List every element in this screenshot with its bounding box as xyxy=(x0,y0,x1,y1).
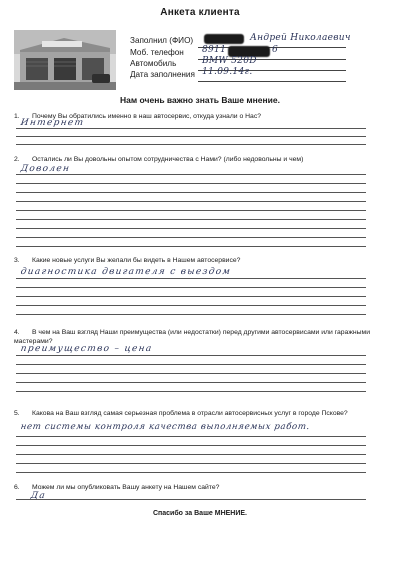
service-building-photo xyxy=(14,30,116,90)
date-field xyxy=(130,67,340,82)
car-value: BMW 520D xyxy=(202,56,257,66)
question-6 xyxy=(14,484,374,493)
question-3 xyxy=(14,257,374,266)
question-5 xyxy=(14,410,374,419)
answer-3: диагностика двигателя с выездом xyxy=(20,267,232,277)
form-title: Анкета клиента xyxy=(160,7,240,18)
date-value: 11.09.14г. xyxy=(202,67,253,77)
question-number: 2. xyxy=(14,156,20,163)
car-label: Автомобиль xyxy=(130,59,177,68)
date-label: Дата заполнения xyxy=(130,70,195,79)
question-text: Какие новые услуги Вы желали бы видеть в Нашем автосервисе? xyxy=(32,257,241,264)
phone-value-end: 6 xyxy=(272,45,279,55)
question-text: Остались ли Вы довольны опытом сотрудничества с Нами? (либо недовольны и чем) xyxy=(32,156,304,163)
answer-6: Да xyxy=(30,491,47,501)
question-number: 3. xyxy=(14,257,20,264)
question-text: Можем ли мы опубликовать Вашу анкету на Нашем сайте? xyxy=(32,484,220,491)
answer-5: нет системы контроля качества выполняемых работ. xyxy=(20,422,311,432)
phone-value-start: 8911 xyxy=(202,45,227,55)
question-number: 1. xyxy=(14,113,20,120)
question-number: 5. xyxy=(14,410,20,417)
phone-label: Моб. телефон xyxy=(130,48,184,57)
question-text: Какова на Ваш взгляд самая серьезная проблема в отрасли автосервисных услуг в городе Пскове? xyxy=(32,410,348,417)
question-text: В чем на Ваш взгляд Наши преимущества (или недостатки) перед другими автосервисами или гаражными мастерами? xyxy=(14,329,370,345)
name-value: Андрей Николаевич xyxy=(250,33,351,43)
redaction-mark xyxy=(204,34,244,44)
answer-4: преимущество – цена xyxy=(20,344,154,354)
name-label: Заполнил (ФИО) xyxy=(130,36,194,45)
form-subtitle: Нам очень важно знать Ваше мнение. xyxy=(120,95,280,105)
answer-1: Интернет xyxy=(20,118,85,128)
answer-2: Доволен xyxy=(20,164,71,174)
thank-you-note: Спасибо за Ваше МНЕНИЕ. xyxy=(152,510,248,517)
question-number: 6. xyxy=(14,484,20,491)
question-number: 4. xyxy=(14,329,20,336)
question-text: Почему Вы обратились именно в наш автосервис, откуда узнали о Нас? xyxy=(32,113,261,120)
